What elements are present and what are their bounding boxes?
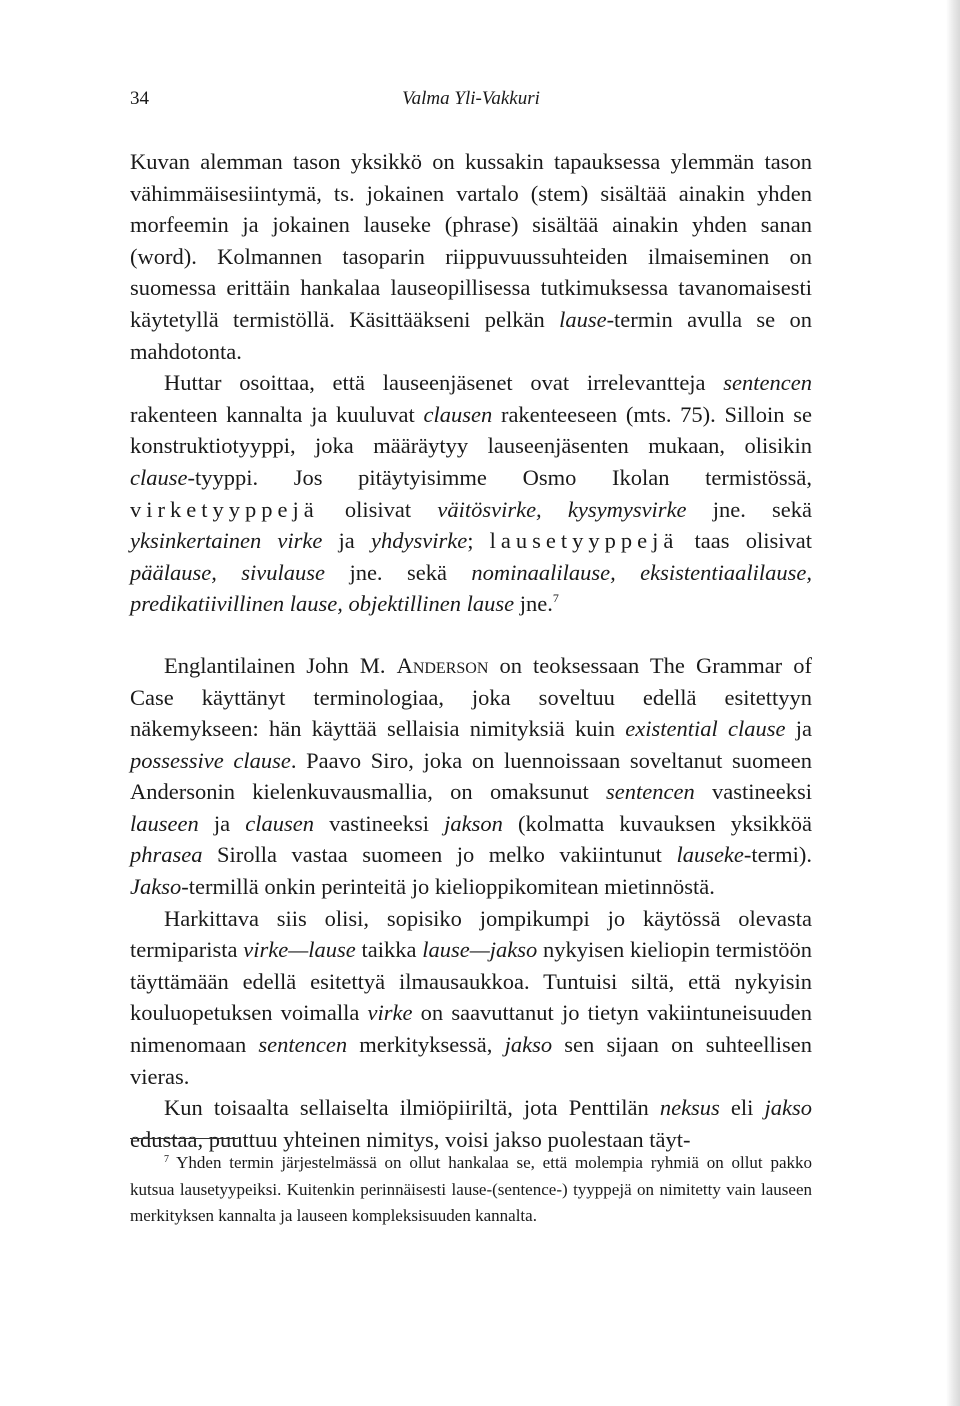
italic-term: jakso bbox=[504, 1032, 553, 1058]
italic-term: väitösvirke, kysymysvirke bbox=[437, 496, 687, 522]
spaced-term: lausetyyppejä bbox=[489, 528, 679, 554]
italic-term: yhdysvirke bbox=[370, 528, 468, 554]
italic-term: jakson bbox=[444, 810, 503, 836]
text-run: on saavuttanut jo tietyn vakiintuneisuuden nimenomaan bbox=[130, 1000, 812, 1058]
italic-term: clausen bbox=[423, 401, 493, 427]
footnote-reference[interactable]: 7 bbox=[552, 591, 559, 606]
text-run: ja bbox=[322, 528, 371, 554]
text-run: merkityksessä, bbox=[347, 1032, 505, 1058]
text-run: Kun toisaalta sellaiselta ilmiöpiiriltä, jota Penttilän bbox=[164, 1095, 660, 1121]
italic-term: Jakso bbox=[130, 874, 182, 900]
text-run: jne. bbox=[514, 591, 553, 617]
spaced-term: virketyyppejä bbox=[130, 496, 319, 522]
text-run: Huttar osoittaa, että lauseenjäsenet ovat irrelevantteja bbox=[164, 370, 724, 396]
text-run: -termillä onkin perinteitä jo kielioppikomitean mietinnöstä. bbox=[181, 874, 715, 900]
italic-term: lause bbox=[559, 306, 607, 332]
text-run: -tyyppi. Jos pitäytyisimme Osmo Ikolan termistössä, bbox=[187, 464, 812, 490]
page-edge-shadow bbox=[946, 0, 960, 1406]
italic-term: clause bbox=[130, 464, 188, 490]
main-text bbox=[130, 146, 812, 1155]
italic-term: existential clause bbox=[625, 716, 786, 742]
footnote-number: 7 bbox=[164, 1154, 169, 1165]
text-run: taikka bbox=[355, 937, 423, 963]
running-head: Valma Yli-Vakkuri bbox=[402, 88, 540, 109]
italic-term: sentencen bbox=[606, 779, 695, 805]
text-run: sen sijaan on suhteellisen vieras. bbox=[130, 1032, 813, 1089]
text-run: jne. sekä bbox=[325, 559, 472, 585]
text-run: Harkittava siis olisi, sopisiko jompikumpi jo käytössä olevasta termiparista bbox=[130, 905, 812, 963]
text-run: . Paavo Siro, joka on luennoissaan soveltanut suomeen Andersonin kielenkuvausmallia, on omaksunut bbox=[130, 747, 812, 805]
footnote-text: Yhden termin järjestelmässä on ollut hankalaa se, että molempia ryhmiä on ollut pakko kutsua lausetyypeiksi. Kuitenkin perinnäisesti lause-(sentence-) tyyppejä on nimitetty vain lauseen merkityksen kannalta ja lauseen kompleksisuuden kannalta. bbox=[130, 1153, 812, 1225]
italic-term: sentencen bbox=[723, 370, 812, 396]
italic-term: possessive clause bbox=[130, 747, 291, 773]
italic-term: virke bbox=[367, 1000, 413, 1026]
page-number: 34 bbox=[130, 88, 149, 109]
italic-term: lauseen bbox=[130, 810, 199, 836]
text-run: rakenteeseen (mts. 75). Silloin se konstruktiotyyppi, joka määräytyy lauseenjäsenten mukaan, olisikin bbox=[130, 401, 812, 459]
page-header bbox=[130, 88, 812, 118]
text-run: -termi). bbox=[743, 842, 812, 868]
footnote-divider bbox=[130, 1138, 238, 1139]
italic-term: lause—jakso bbox=[422, 937, 538, 963]
text-run: ja bbox=[785, 716, 812, 742]
text-run: jne. sekä bbox=[686, 496, 813, 522]
small-caps-name: Anderson bbox=[396, 652, 489, 678]
text-run: -termin avulla se on mahdotonta. bbox=[130, 306, 812, 364]
text-run: Sirolla vastaa suomeen jo melko vakiintunut bbox=[202, 842, 677, 868]
text-run: taas olisivat bbox=[678, 528, 812, 554]
paragraph-3 bbox=[130, 650, 812, 903]
paragraph-1 bbox=[130, 146, 812, 367]
text-run: (kolmatta kuvauksen yksikköä bbox=[502, 810, 812, 836]
text-run: eli bbox=[719, 1095, 765, 1121]
italic-term: phrasea bbox=[130, 842, 203, 868]
italic-term: päälause, sivulause bbox=[130, 559, 326, 585]
text-run: on teoksessaan The Grammar of Case käyttänyt terminologiaa, joka soveltuu edellä esitettyyn näkemykseen: hän käyttää sellaisia nimityksiä kuin bbox=[130, 652, 812, 742]
italic-term: clausen bbox=[245, 810, 314, 836]
text-run: ; bbox=[467, 528, 490, 554]
footnote-7 bbox=[130, 1150, 812, 1230]
footnotes bbox=[130, 1150, 812, 1230]
paragraph-2 bbox=[130, 367, 812, 620]
text-run: rakenteen kannalta ja kuuluvat bbox=[130, 401, 424, 427]
paragraph-4 bbox=[130, 903, 812, 1093]
italic-term: neksus bbox=[659, 1095, 720, 1121]
text-run: vastineeksi bbox=[694, 779, 812, 805]
italic-term: lauseke bbox=[676, 842, 744, 868]
text-run: ja bbox=[198, 810, 246, 836]
paragraph-5 bbox=[130, 1092, 812, 1155]
text-run: olisivat bbox=[318, 496, 438, 522]
italic-term: nominaalilause, eksistentiaalilause, predikatiivillinen lause, objektillinen lause bbox=[130, 559, 813, 617]
italic-term: jakso bbox=[764, 1095, 812, 1121]
text-run: edustaa, puuttuu yhteinen nimitys, voisi jakso puolestaan täyt- bbox=[130, 1126, 691, 1152]
italic-term: virke—lause bbox=[243, 937, 356, 963]
text-run: Englantilainen John M. bbox=[164, 652, 397, 678]
italic-term: yksinkertainen virke bbox=[130, 528, 323, 554]
text-run: vastineeksi bbox=[313, 810, 445, 836]
text-run: nykyisen kieliopin termistöön täyttämään edellä esitettyä ilmausaukkoa. Tuntuisi siltä, että nykyisin kouluopetuksen voimalla bbox=[130, 937, 812, 1026]
italic-term: sentencen bbox=[258, 1032, 348, 1058]
text-run: Kuvan alemman tason yksikkö on kussakin tapauksessa ylemmän tason vähimmäisesiintymä, ts. jokainen vartalo (stem) sisältää ainakin yhden morfeemin ja jokainen lauseke (phrase) sisältää ainakin yhden sanan (word). Kolmannen tasoparin riippuvuussuhteiden ilmaiseminen on suomessa erittäin hankalaa lauseopillisessa tutkimuksessa tavanomaisesti käytetyllä termistöllä. Käsittääkseni pelkän bbox=[130, 149, 812, 332]
